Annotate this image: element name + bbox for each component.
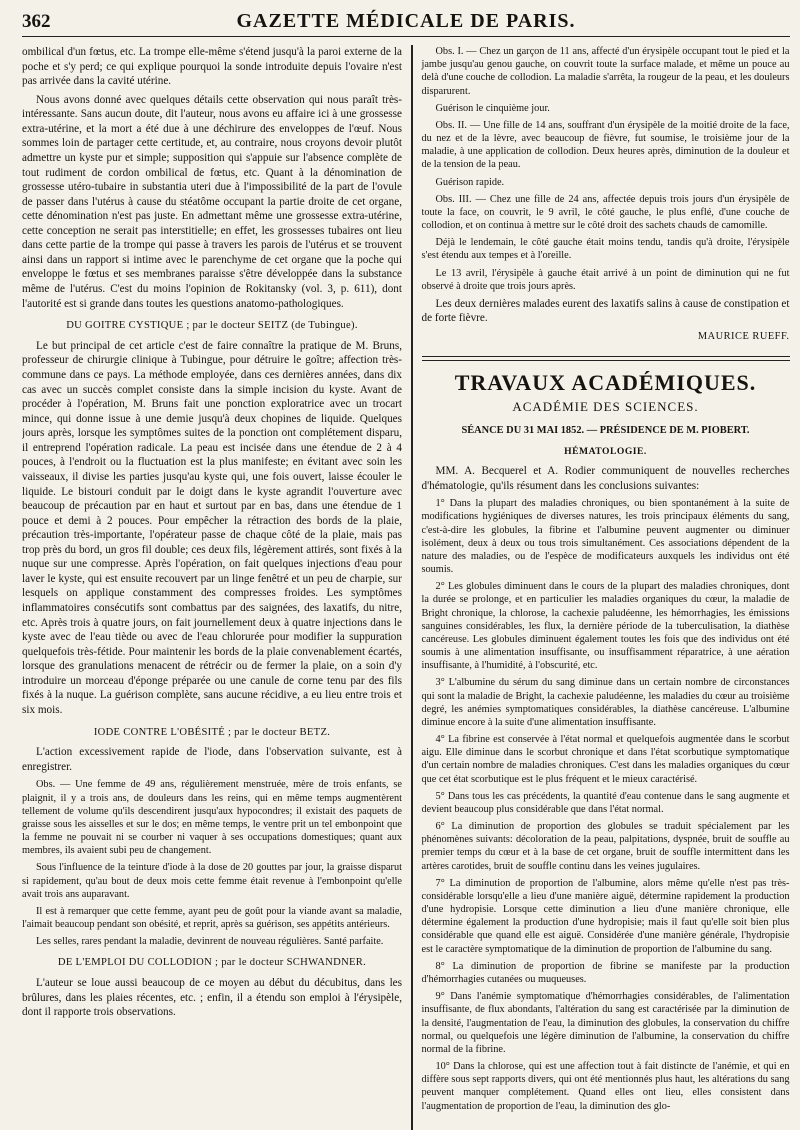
observation-block — [22, 778, 402, 948]
observations-block — [422, 45, 790, 293]
paragraph: Guérison rapide. — [435, 176, 505, 188]
paragraph: Le but principal de cet article c'est de faire connaître la pratique de M. Bruns, professeur de chirurgie clinique à Tubingue, pour détruire le goître; affection très-commune dans ce pays. La méthode employée, dans ces dernières années, dans dix cas avec un succès complet consiste dans la simple incision du kyste. Avant de procéder à l'opération, M. Bruns fait une ponction exploratrice avec un trocart mince, qui donne issue à une demie jusqu'à deux chopines de liquide. Quelques jours après, lorsque les symptômes suites de la ponction ont complétement disparu, il entreprend l'opération radicale. La peau est incisée dans une étendue de 2 à 4 pouces, à l'endroit ou la fluctuation est la plus manifeste; en évitant avec soin les vaisseaux, il divise les parties jusqu'au kyste qui, une fois ouvert, laisse écouler le liquide. Le bistouri conduit par le doigt dans le kyste agrandit l'ouverture avec beaucoup de précaution par en haut et surtout par en bas, dans une étendue de 1 pouce et demi à 2 pouces. Pour empêcher la rétraction des bords de la plaie, précaution très-importante, l'opérateur passe de chaque côté de la plaie, mais pas trop près du bord, un gros fil double; ces deux fils, légèrement attirés, sont fixés à la nuque sur une compresse. Après l'opération, on fait quelques injections d'eau pour laver le kyste, qui est ensuite recouvert par un linge fenêtré et un peu de charpie, sur lesquels on applique constamment des compresses froides. Les symptômes inflammatoires consécutifs sont combattus par des saignées, des laxatifs, du nitre, etc. Après trois à quatre jours, on fait journellement deux à quatre injections dans le kyste avec de l'eau tiède ou avec de l'eau chlorurée pour modifier la suppuration quelquefois très-fétide. Pour maintenir les bords de la plaie convenablement écartés, lorsque des granulations menacent de rétrécir ou de fermer la plaie, on a soin d'y introduire un morceau d'éponge préparée ou une canule de corne tenu par des fils fixés à la nuque. La guérison complète, sans aucune récidive, a eu lieu entre trois et six mois. — [22, 339, 402, 716]
conclusion-item: 10° Dans la chlorose, qui est une affection tout à fait distincte de l'anémie, et qui en diffère sous sept rapports divers, qui ont été mentionnés plus haut, les altérations du sang peuvent manquer complétement. Quand elles ont lieu, elles consistent dans l'augmentation de proportion de l'eau, la diminution des glo- — [421, 1061, 790, 1112]
conclusion-item: 5° Dans tous les cas précédents, la quantité d'eau contenue dans le sang augmente et devient beaucoup plus considérable que dans l'état normal. — [421, 790, 790, 815]
section-subheading-academie: ACADÉMIE DES SCIENCES. — [512, 399, 699, 415]
paragraph: Obs. II. — Une fille de 14 ans, souffrant d'un érysipèle de la moitié droite de la face, du nez et de la lèvre, avec beaucoup de fièvre, fut soumise, le troisième jour de la maladie, à une application de collodion. Deux heures après, diminution de la douleur et de la tension de la peau. — [421, 119, 790, 171]
paragraph: Obs. — Une femme de 49 ans, régulièrement menstruée, mère de trois enfants, se plaignit, il y a trois ans, de douleurs dans les reins, qui en même temps augmentèrent tellement de volume qu'ils descendirent jusqu'aux hypocondres; il existait des paquets de graisse sous les aisselles et sur le dos; en même temps, le ventre prit un tel embonpoint que la femme ne pouvait ni se courber ni vaquer à ses occupations domestiques; quant aux membres, ils avaient subi peu de changement. — [22, 779, 402, 857]
paragraph: Déjà le lendemain, le côté gauche était moins tendu, tandis qu'à droite, l'érysipèle s'est étendu aux tempes et à l'oreille. — [421, 237, 790, 262]
paragraph: Guérison le cinquième jour. — [435, 102, 550, 114]
section-title-goitre: DU GOITRE CYSTIQUE ; par le docteur SEITZ (de Tubingue). — [66, 320, 358, 332]
journal-title: GAZETTE MÉDICALE DE PARIS. — [236, 10, 576, 32]
paragraph: MM. A. Becquerel et A. Rodier communiquent de nouvelles recherches d'hématologie, qu'ils résument dans les conclusions suivantes: — [421, 465, 790, 492]
section-title-iode: IODE CONTRE L'OBÉSITÉ ; par le docteur BETZ. — [93, 726, 331, 738]
paragraph: L'auteur se loue aussi beaucoup de ce moyen au début du décubitus, dans les brûlures, dans les plaies récentes, etc. ; enfin, il a étendu son emploi à l'érysipèle, dont il rapporte trois observations. — [22, 977, 402, 1019]
paragraph: Il est à remarquer que cette femme, ayant peu de goût pour la viande avant sa maladie, l'aimait beaucoup pendant son obésité, et reprit, après sa guérison, ses appétits antérieurs. — [22, 905, 402, 931]
section-heading-travaux: TRAVAUX ACADÉMIQUES. — [454, 369, 757, 395]
section-title-collodion: DE L'EMPLOI DU COLLODION ; par le docteur SCHWANDNER. — [57, 957, 367, 969]
paragraph: Sous l'influence de la teinture d'iode à la dose de 20 gouttes par jour, la graisse disparut si rapidement, qu'au bout de deux mois cette femme était revenue à l'embonpoint qu'elle avait trois ans auparavant. — [22, 862, 402, 900]
topic-heading: HÉMATOLOGIE. — [564, 445, 647, 457]
paragraph: Obs. I. — Chez un garçon de 11 ans, affecté d'un érysipèle occupant tout le pied et la jambe jusqu'au genou gauche, on couvrit toute la surface malade, et même un pouce au delà d'une couche de collodion. La maladie s'arrêta, la rougeur de la peau, et les douleurs disparurent. — [421, 46, 790, 97]
paragraph: Obs. III. — Chez une fille de 24 ans, affectée depuis trois jours d'un érysipèle de toute la face, on couvrit, le 9 avril, le côté gauche, le plus enflé, d'une couche de collodion, et on continua à mettre sur le côté droit des sachets chauds de camomille. — [421, 193, 790, 232]
conclusion-item: 3° L'albumine du sérum du sang diminue dans un certain nombre de circonstances qui sont la maladie de Bright, la cachexie paludéenne, les maladies du cœur au troisième degré, les anémies symptomatiques considérables, la diathèse cancéreuse. L'albumine diminue encore à la suite d'une alimentation insuffisante. — [421, 677, 790, 728]
conclusion-item: 9° Dans l'anémie symptomatique d'hémorrhagies considérables, de l'alimentation insuffisante, de flux abondants, l'altération du sang est caractérisée par la diminution de la densité, l'augmentation de l'eau, la diminution des globules, la conservation du chiffre normal, ou quelquefois une légère diminution de l'albumine, la conservation du chiffre normal de la fibrine. — [421, 991, 790, 1055]
section-divider — [422, 356, 790, 361]
conclusions-block — [422, 497, 790, 1113]
conclusion-item: 6° La diminution de proportion des globules se traduit spécialement par les phénomènes suivants: décoloration de la peau, palpitations, dyspnée, bruit de souffle au premier temps du cœur et à la base de cet organe, bruit de souffle intermittent dans les artères carotides, bruit de souffle continu dans les veines jugulaires. — [421, 821, 790, 872]
conclusion-item: 7° La diminution de proportion de l'albumine, alors même qu'elle n'est pas très-considérable lorsqu'elle a lieu d'une manière aiguë, détermine rapidement la production d'une hydropisie. Lorsque cette diminution a lieu d'une manière chronique, elle détermine également la production d'une hydropisie; mais il faut qu'elle soit bien plus considérable que quand elle est aiguë. Considérée d'une manière générale, l'hydropisie est le caractère symptomatique de la diminution de proportion de l'albumine du sang. — [421, 877, 790, 955]
conclusion-item: 8° La diminution de proportion de fibrine se manifeste par la production d'hémorrhagies cutanées ou muqueuses. — [421, 960, 790, 985]
paragraph: Nous avons donné avec quelques détails cette observation qui nous paraît très-intéressante. Sans aucun doute, dit l'auteur, nous avons eu affaire ici à une grossesse extra-utérine, et la mort a été due à une déchirure des enveloppes de l'œuf. Nous sommes loin de partager cette certitude, et, au contraire, nous croyons devoir plutôt admettre un kyste pur et simple; supposition qui s'appuie sur l'absence complète de tout rudiment de cordon ombilical de fœtus, etc. Quant à la dénomination de grossesse utéro-tubaire in substantia uteri due à l'impossibilité de la part de l'ovule de passer dans l'utérus à cause du stéatôme occupant la partie droite de cet organe, cette dénomination n'est pas juste. En admettant même une grossesse extra-utérine, cette conception ne serait pas interstitielle; en effet, les grossesses tubaires ont lieu dans cette partie de la trompe qui passe à travers les parois de l'utérus et se trouvent ainsi dans un rapport si intime avec le parenchyme de cet organe que la poche qui enveloppe le fœtus et ses membranes paraisse s'être développée dans la substance même de l'utérus. C'est du moins l'opinion de Rokitansky (vol. 3, p. 611), dont l'autorité est si grande dans toutes les questions anatomo-pathologiques. — [22, 93, 402, 310]
right-column — [413, 45, 790, 1130]
page-number: 362 — [22, 11, 51, 32]
conclusion-item: 2° Les globules diminuent dans le cours de la plupart des maladies chroniques, dont la durée se prolonge, et en particulier les maladies organiques du cœur, la maladie de Bright chronique, la chlorose, la cachexie paludéenne, les hémorrhagies, les émissions sanguines considérables, les flux, la dernière période de la tuberculisation, la diathèse cancéreuse. Les globules diminuent également toutes les fois que des individus ont été soumis à une alimentation insuffisante, ou insuffisamment réparatrice, à une aération insuffisante, à l'humidité, à l'obscurité, etc. — [421, 581, 790, 672]
paragraph: Les deux dernières malades eurent des laxatifs salins à cause de constipation et de forte fièvre. — [421, 297, 790, 325]
columns — [22, 45, 790, 1130]
paragraph: Le 13 avril, l'érysipèle à gauche était arrivé à un point de diminution qui ne fut observé à droite que trois jours après. — [421, 267, 790, 292]
paragraph: ombilical d'un fœtus, etc. La trompe elle-même s'étend jusqu'à la paroi externe de la poche et s'y perd; ce qui explique pourquoi la sonde introduite depuis l'ovaire n'est pas arrivée dans la cavité utérine. — [22, 46, 402, 88]
left-column — [22, 45, 411, 1130]
session-line: SÉANCE DU 31 MAI 1852. — PRÉSIDENCE DE M. PIOBERT. — [461, 425, 750, 437]
conclusion-item: 4° La fibrine est conservée à l'état normal et quelquefois augmentée dans le scorbut aigu. Elle diminue dans le scorbut chronique et dans l'état scorbutique symptomatique d'un certain nombre de maladies chroniques. C'est dans les maladies organiques du cœur que cet état scorbutique est le plus fréquent et le mieux caractérisé. — [421, 734, 790, 785]
paragraph: L'action excessivement rapide de l'iode, dans l'observation suivante, est à enregistrer. — [22, 746, 402, 773]
conclusion-item: 1° Dans la plupart des maladies chroniques, ou bien spontanément à la suite de modifications hygiéniques de diverses natures, les trois principaux éléments du sang, c'est-à-dire les globules, la fibrine et l'albumine peuvent augmenter ou diminuer isolément, deux à deux ou tous trois simultanément. Ces associations dépendent de la nature des maladies, ou de l'espèce de modificateurs auxquels les individus ont été soumis. — [421, 498, 790, 576]
author-signature: MAURICE RUEFF. — [697, 331, 790, 343]
page-header — [22, 10, 790, 37]
paragraph: Les selles, rares pendant la maladie, devinrent de nouveau régulières. Santé parfaite. — [36, 936, 384, 948]
